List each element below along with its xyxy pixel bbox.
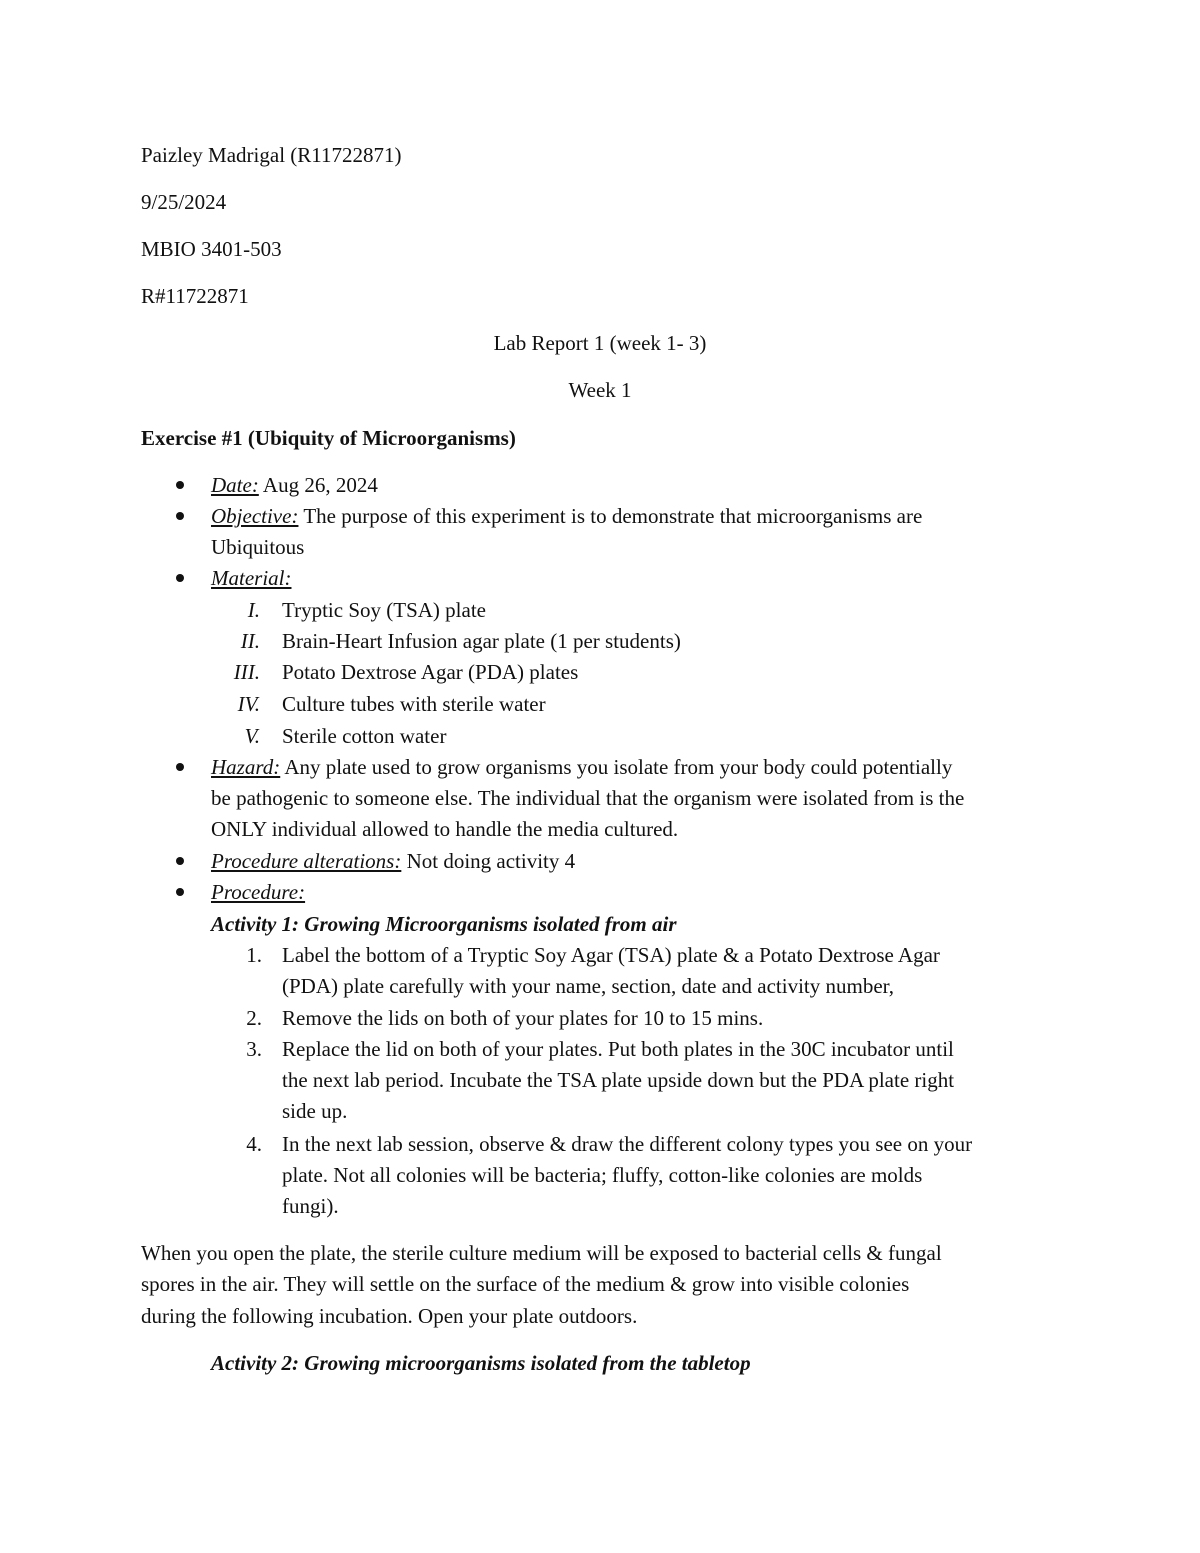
activity-1-title: Activity 1: Growing Microorganisms isolated from air [211,912,677,936]
step-text: In the next lab session, observe & draw the different colony types you see on your [282,1132,973,1156]
course-code: MBIO 3401-503 [141,237,282,261]
step-text: (PDA) plate carefully with your name, section, date and activity number, [282,974,895,998]
objective-text-continued: Ubiquitous [211,535,305,559]
bullet-icon [176,512,184,520]
material-item: Culture tubes with sterile water [282,692,546,716]
step-text: Label the bottom of a Tryptic Soy Agar (TSA) plate & a Potato Dextrose Agar [282,943,940,967]
objective-text: The purpose of this experiment is to demonstrate that microorganisms are [298,504,923,528]
material-number: IV. [237,692,260,716]
bullet-icon [176,857,184,865]
activity-2-title: Activity 2: Growing microorganisms isolated from the tabletop [211,1351,751,1375]
alterations-item [211,849,575,874]
step-text: Replace the lid on both of your plates. Put both plates in the 30C incubator until [282,1037,954,1061]
student-name: Paizley Madrigal (R11722871) [141,143,402,167]
week-heading: Week 1 [568,378,632,402]
hazard-label: Hazard: [211,755,281,779]
material-number: II. [240,629,260,653]
bullet-icon [176,481,184,489]
step-text: the next lab period. Incubate the TSA plate upside down but the PDA plate right [282,1068,955,1092]
bullet-icon [176,888,184,896]
material-item: Tryptic Soy (TSA) plate [282,598,486,622]
material-item: Brain-Heart Infusion agar plate (1 per students) [282,629,681,653]
step-text: plate. Not all colonies will be bacteria; fluffy, cotton-like colonies are molds [282,1163,923,1187]
material-item: Sterile cotton water [282,724,447,748]
material-number: III. [233,660,260,684]
objective-item [211,504,922,529]
hazard-text-continued: ONLY individual allowed to handle the media cultured. [211,817,679,841]
date-value: Aug 26, 2024 [258,473,378,497]
step-number: 1. [246,943,262,967]
hazard-text: Any plate used to grow organisms you isolate from your body could potentially [280,755,953,779]
bullet-icon [176,574,184,582]
body-paragraph: When you open the plate, the sterile culture medium will be exposed to bacterial cells & fungal [141,1241,942,1265]
alterations-label: Procedure alterations: [211,849,402,873]
student-rnumber: R#11722871 [141,284,249,308]
exercise-heading: Exercise #1 (Ubiquity of Microorganisms) [141,426,516,450]
bullet-icon [176,763,184,771]
hazard-text-continued: be pathogenic to someone else. The individual that the organism were isolated from is the [211,786,965,810]
hazard-item [211,755,952,780]
step-number: 2. [246,1006,262,1030]
body-paragraph: during the following incubation. Open your plate outdoors. [141,1304,638,1328]
material-label: Material: [211,566,292,590]
procedure-label: Procedure: [211,880,306,904]
report-date: 9/25/2024 [141,190,227,214]
date-item [211,473,378,498]
objective-label: Objective: [211,504,299,528]
alterations-text: Not doing activity 4 [401,849,576,873]
material-number: I. [247,598,260,622]
step-text: fungi). [282,1194,339,1218]
date-label: Date: [211,473,259,497]
step-text: side up. [282,1099,348,1123]
step-number: 4. [246,1132,262,1156]
step-number: 3. [246,1037,262,1061]
material-number: V. [244,724,260,748]
report-title: Lab Report 1 (week 1- 3) [493,331,707,355]
step-text: Remove the lids on both of your plates for 10 to 15 mins. [282,1006,764,1030]
body-paragraph: spores in the air. They will settle on the surface of the medium & grow into visible colonies [141,1272,910,1296]
material-item: Potato Dextrose Agar (PDA) plates [282,660,579,684]
